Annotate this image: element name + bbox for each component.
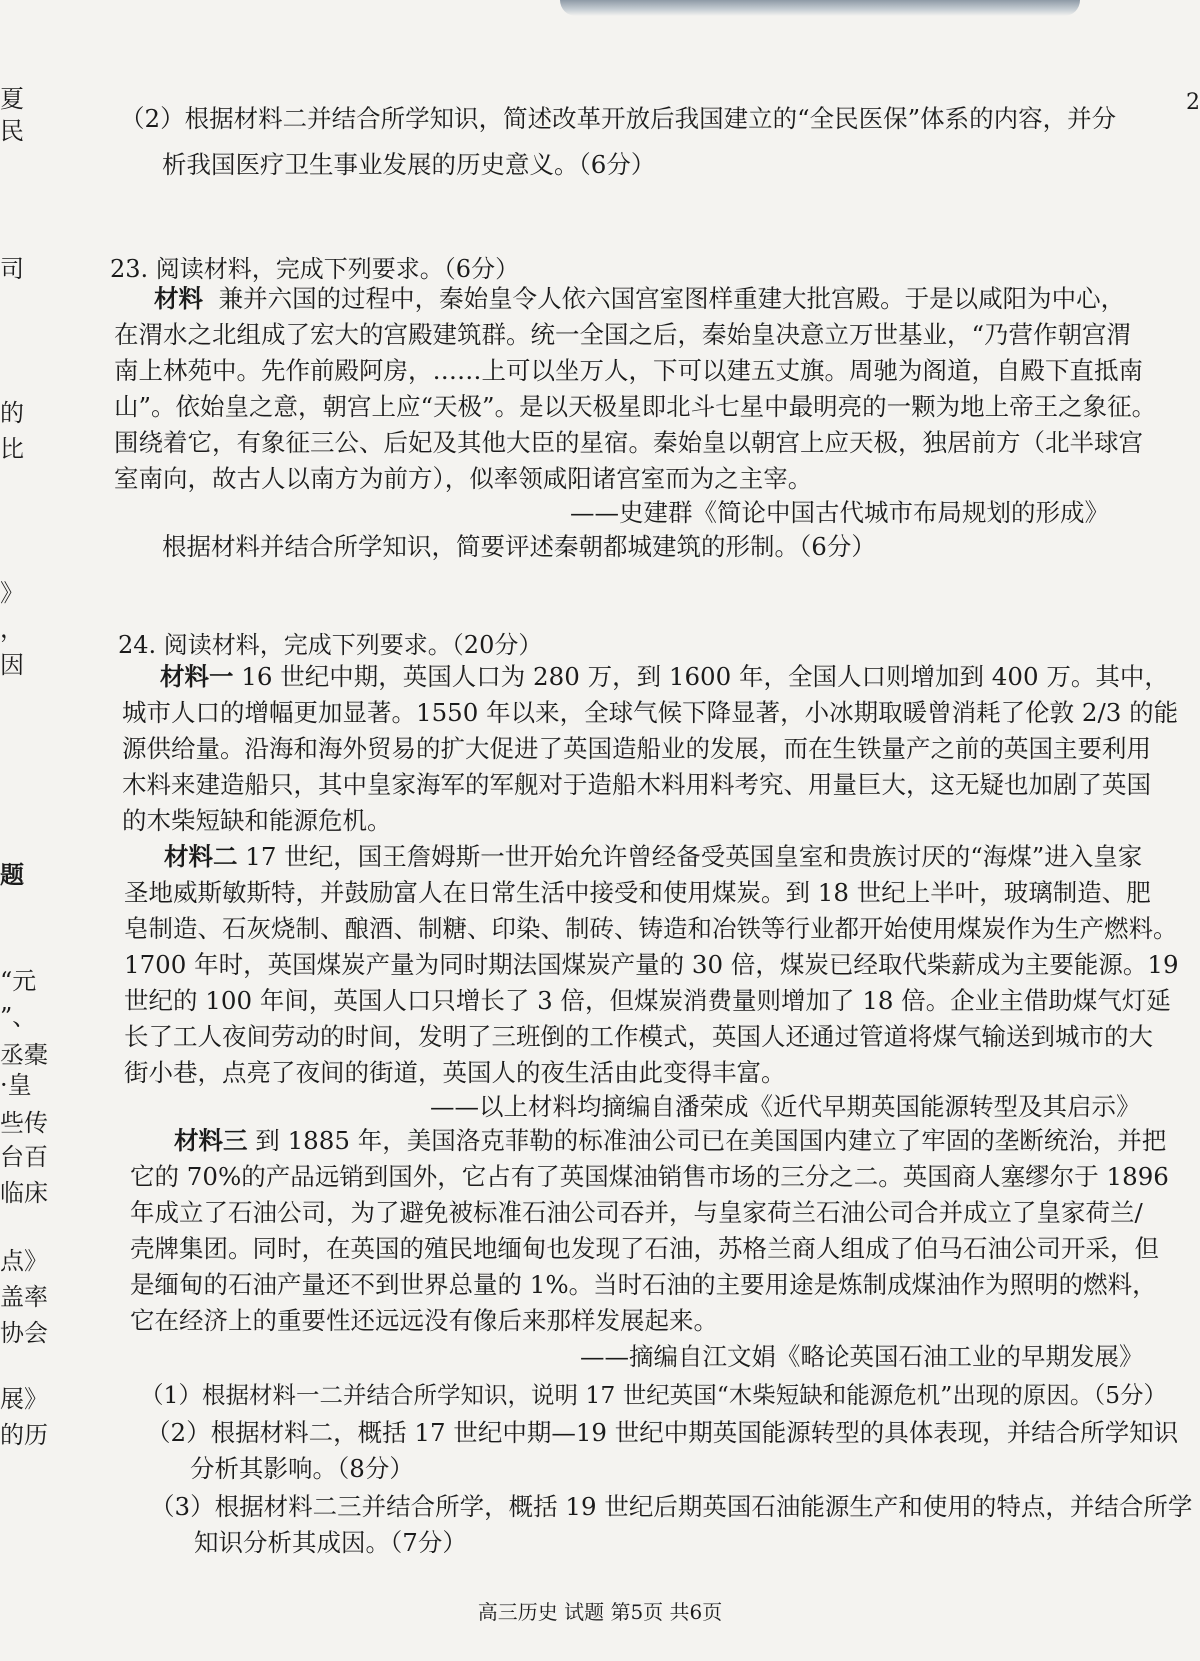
q24-m1-line: [160, 660, 1169, 694]
q23-material-line: 南上林苑中。先作前殿阿房，……上可以坐万人，下可以建五丈旗。周驰为阁道，自殿下直抵南: [114, 356, 1143, 385]
q23-material-line: [154, 282, 1125, 316]
margin-fragment: 协会: [0, 1319, 48, 1347]
material-label: 材料二: [164, 842, 238, 871]
margin-fragment: 台百: [0, 1143, 48, 1171]
margin-fragment: 丞橐: [0, 1041, 48, 1069]
q24-m1-line: 源供给量。沿海和海外贸易的扩大促进了英国造船业的发展，而在生铁量产之前的英国主要利用: [122, 734, 1151, 763]
q24-m2-line: 世纪的 100 年间，英国人口只增长了 3 倍，但煤炭消费量则增加了 18 倍。企业主借助煤气灯延: [124, 986, 1171, 1015]
q24-m2-source: ——以上材料均摘编自潘荣成《近代早期英国能源转型及其启示》: [430, 1092, 1141, 1121]
q24-m2-line: 皂制造、石灰烧制、酿酒、制糖、印染、制砖、铸造和冶铁等行业都开始使用煤炭作为生产燃料。: [124, 914, 1178, 943]
q23-source: ——史建群《简论中国古代城市布局规划的形成》: [570, 498, 1109, 527]
material-label: 材料三: [174, 1126, 248, 1155]
margin-fragment: 的: [0, 399, 24, 427]
q24-ask-1: （1）根据材料一二并结合所学知识，说明 17 世纪英国“木柴短缺和能源危机”出现的原因。（5分）: [140, 1381, 1168, 1409]
q23-material-line: 室南向，故古人以南方为前方），似率领咸阳诸宫室而为之主宰。: [114, 464, 813, 493]
margin-fragment: 盖率: [0, 1283, 48, 1311]
margin-fragment: “元: [0, 967, 37, 995]
margin-fragment: 》: [0, 579, 24, 607]
margin-fragment: 题: [0, 860, 24, 889]
q24-m3-line: [174, 1124, 1166, 1158]
material-text: 到 1885 年，美国洛克菲勒的标准油公司已在美国国内建立了牢固的垄断统治，并把: [255, 1126, 1167, 1155]
margin-fragment: 些传: [0, 1109, 48, 1137]
margin-fragment: 的历: [0, 1421, 48, 1449]
left-margin-fragments: [0, 0, 60, 1661]
q24-m1-line: 木料来建造船只，其中皇家海军的军舰对于造船木料用料考究、用量巨大，这无疑也加剧了英国: [122, 770, 1151, 799]
q24-m2-line: 圣地威斯敏斯特，并鼓励富人在日常生活中接受和使用煤炭。到 18 世纪上半叶，玻璃制造、肥: [124, 878, 1151, 907]
scan-shadow: [560, 0, 1080, 16]
q24-m3-line: 是缅甸的石油产量还不到世界总量的 1%。当时石油的主要用途是炼制成煤油作为照明的燃料，: [130, 1270, 1157, 1299]
material-label: 材料一: [160, 662, 234, 691]
margin-fragment: 展》: [0, 1385, 48, 1413]
q23-ask: 根据材料并结合所学知识，简要评述秦朝都城建筑的形制。（6分）: [162, 532, 876, 561]
q24-m3-source: ——摘编自江文娟《略论英国石油工业的早期发展》: [580, 1342, 1144, 1371]
q24-m2-line: 1700 年时，英国煤炭产量为同时期法国煤炭产量的 30 倍，煤炭已经取代柴薪成为主要能源。19: [124, 950, 1179, 979]
material-text: 17 世纪，国王詹姆斯一世开始允许曾经备受英国皇室和贵族讨厌的“海煤”进入皇家: [245, 842, 1143, 871]
q24-m3-line: 年成立了石油公司，为了避免被标准石油公司吞并，与皇家荷兰石油公司合并成立了皇家荷兰/: [130, 1198, 1143, 1227]
margin-fragment: ”、: [0, 1003, 37, 1031]
q24-ask-3: 知识分析其成因。（7分）: [194, 1528, 467, 1557]
page-footer: 高三历史 试题 第5页 共6页: [477, 1600, 723, 1624]
material-label: 材料: [154, 284, 203, 313]
margin-fragment: 因: [0, 651, 24, 679]
q24-m2-line: [164, 840, 1142, 874]
margin-fragment: 点》: [0, 1247, 48, 1275]
q23-heading: 23. 阅读材料，完成下列要求。（6分）: [110, 255, 520, 283]
q24-m2-line: 街小巷，点亮了夜间的街道，英国人的夜生活由此变得丰富。: [124, 1058, 786, 1087]
q22-2-line: 析我国医疗卫生事业发展的历史意义。（6分）: [162, 150, 656, 179]
q24-m1-line: 的木柴短缺和能源危机。: [122, 806, 392, 835]
q24-ask-2: 分析其影响。（8分）: [190, 1454, 414, 1483]
q24-ask-3: （3）根据材料二三并结合所学，概括 19 世纪后期英国石油能源生产和使用的特点，并结合所学: [150, 1492, 1193, 1521]
q24-heading: 24. 阅读材料，完成下列要求。（20分）: [118, 631, 543, 659]
q23-material-line: 在渭水之北组成了宏大的宫殿建筑群。统一全国之后，秦始皇决意立万世基业，“乃营作朝宫渭: [114, 320, 1132, 349]
q23-material-line: 围绕着它，有象征三公、后妃及其他大臣的星宿。秦始皇以朝宫上应天极，独居前方（北半球宫: [114, 428, 1143, 457]
material-text: 兼并六国的过程中，秦始皇令人依六国宫室图样重建大批宫殿。于是以咸阳为中心，: [218, 284, 1126, 313]
q24-m3-line: 它在经济上的重要性还远远没有像后来那样发展起来。: [130, 1306, 718, 1335]
margin-fragment: 民: [0, 117, 24, 145]
margin-fragment: ，: [0, 615, 24, 643]
margin-fragment: 司: [0, 255, 24, 283]
q24-m1-line: 城市人口的增幅更加显著。1550 年以来，全球气候下降显著，小冰期取暖曾消耗了伦敦 2/3 的能: [122, 698, 1179, 727]
q24-ask-2: （2）根据材料二，概括 17 世纪中期—19 世纪中期英国能源转型的具体表现，并结合所学知识: [146, 1418, 1179, 1447]
margin-fragment: 比: [0, 435, 24, 463]
q24-m3-line: 壳牌集团。同时，在英国的殖民地缅甸也发现了石油，苏格兰商人组成了伯马石油公司开采，但: [130, 1234, 1159, 1263]
q24-m3-line: 它的 70%的产品远销到国外，它占有了英国煤油销售市场的三分之二。英国商人塞缪尔于 1896: [130, 1162, 1169, 1191]
margin-fragment: 临床: [0, 1179, 48, 1207]
margin-fragment: ·皇: [0, 1071, 32, 1099]
q22-2-line: （2）根据材料二并结合所学知识，简述改革开放后我国建立的“全民医保”体系的内容，并分: [120, 104, 1117, 133]
q23-material-line: 山”。依始皇之意，朝宫上应“天极”。是以天极星即北斗七星中最明亮的一颗为地上帝王之象征。: [114, 392, 1157, 421]
margin-fragment: 夏: [0, 85, 24, 113]
q24-m2-line: 长了工人夜间劳动的时间，发明了三班倒的工作模式，英国人还通过管道将煤气输送到城市的大: [124, 1022, 1153, 1051]
material-text: 16 世纪中期，英国人口为 280 万，到 1600 年，全国人口则增加到 400 万。其中，: [241, 662, 1169, 691]
right-margin-fragment: 2: [1186, 90, 1200, 115]
